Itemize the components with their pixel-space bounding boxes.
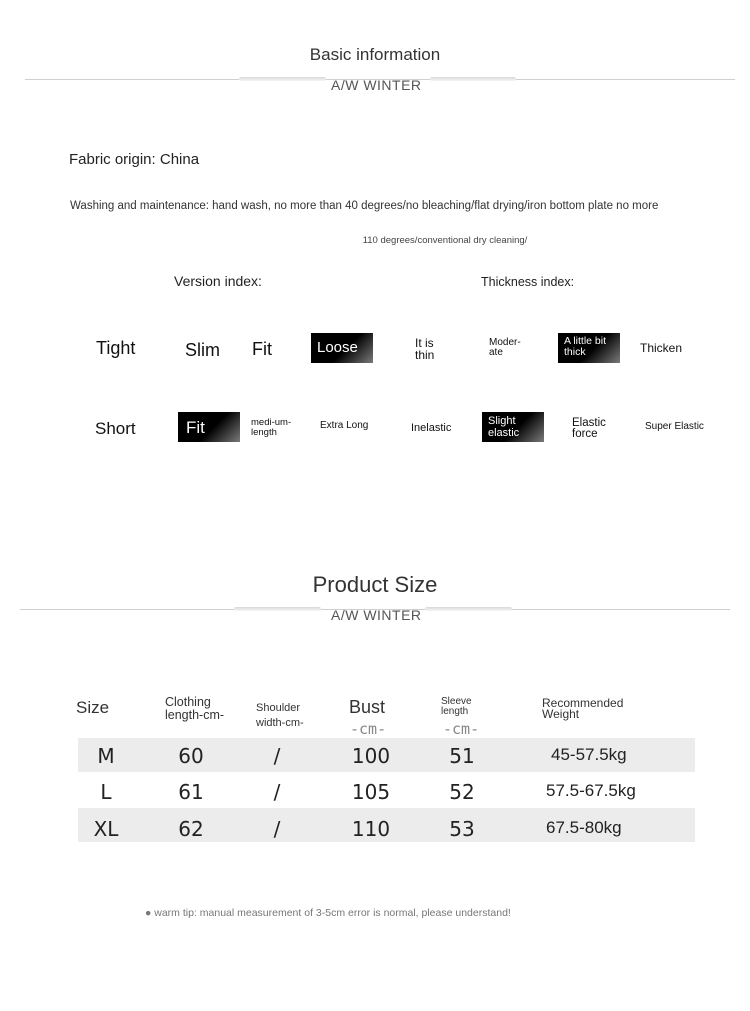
row-xl-sleeve: 53 [449,817,475,841]
fit-loose-selected: Loose [311,333,373,363]
header-clothing-length: Clothing length-cm- [165,695,225,723]
thickness-bit-thick-selected: A little bit thick [558,333,620,363]
header-sleeve-length: Sleeve length [441,696,472,717]
basic-info-subtitle: A/W WINTER [331,77,422,93]
row-xl-bust: 110 [351,817,391,841]
thickness-moderate: Moder-ate [489,337,521,358]
size-divider-accent-right [425,607,512,611]
washing-instructions: Washing and maintenance: hand wash, no more than 40 degrees/no bleaching/flat drying/iron bottom plate no more [70,200,659,212]
row-xl-weight: 67.5-80kg [546,818,622,837]
row-xl-shoulder: / [273,817,281,841]
washing-instructions-cont: 110 degrees/conventional dry cleaning/ [362,235,528,246]
divider-accent-right [430,77,516,81]
fit-slim: Slim [185,340,220,360]
size-divider-accent-left [234,607,321,611]
product-size-subtitle: A/W WINTER [331,607,422,623]
length-short: Short [95,419,136,438]
row-m-sleeve: 51 [449,744,475,768]
row-l-size: L [100,780,112,804]
elastic-force: Elastic force [572,417,606,440]
row-m-shoulder: / [273,744,281,768]
divider-accent-left [239,77,326,81]
header-bust-unit: -cm- [350,720,387,738]
thickness-thicken: Thicken [640,341,683,355]
row-l-bust: 105 [351,780,391,804]
header-size: Size [76,698,110,717]
fabric-origin: Fabric origin: China [69,151,200,168]
header-bust: Bust [349,697,386,717]
row-m-weight: 45-57.5kg [551,745,627,764]
length-medium: medi-um-length [251,417,292,438]
row-xl-length: 62 [178,817,204,841]
row-l-weight: 57.5-67.5kg [546,781,636,800]
row-m-size: M [97,744,115,768]
basic-info-title: Basic information [309,45,441,64]
fit-fit: Fit [252,339,272,359]
elastic-inelastic: Inelastic [411,422,452,434]
warm-tip: ● warm tip: manual measurement of 3-5cm error is normal, please understand! [145,907,511,919]
row-l-sleeve: 52 [449,780,475,804]
header-sleeve-unit: -cm- [443,720,480,738]
fit-tight: Tight [96,338,136,358]
row-l-length: 61 [178,780,204,804]
product-size-title: Product Size [312,572,438,597]
thickness-index-label: Thickness index: [481,275,575,289]
row-m-bust: 100 [351,744,391,768]
header-recommended-weight: Recommended Weight [542,696,624,721]
row-l-shoulder: / [273,780,281,804]
length-extra-long: Extra Long [320,420,369,431]
header-shoulder-width: Shoulder width-cm- [256,702,304,729]
row-m-length: 60 [178,744,204,768]
length-fit-selected: Fit [178,412,240,442]
version-index-label: Version index: [174,273,262,289]
elastic-super: Super Elastic [645,421,704,432]
elastic-slight-selected: Slight elastic [482,412,544,442]
thickness-thin: It is thin [415,336,435,362]
row-xl-size: XL [93,817,119,841]
